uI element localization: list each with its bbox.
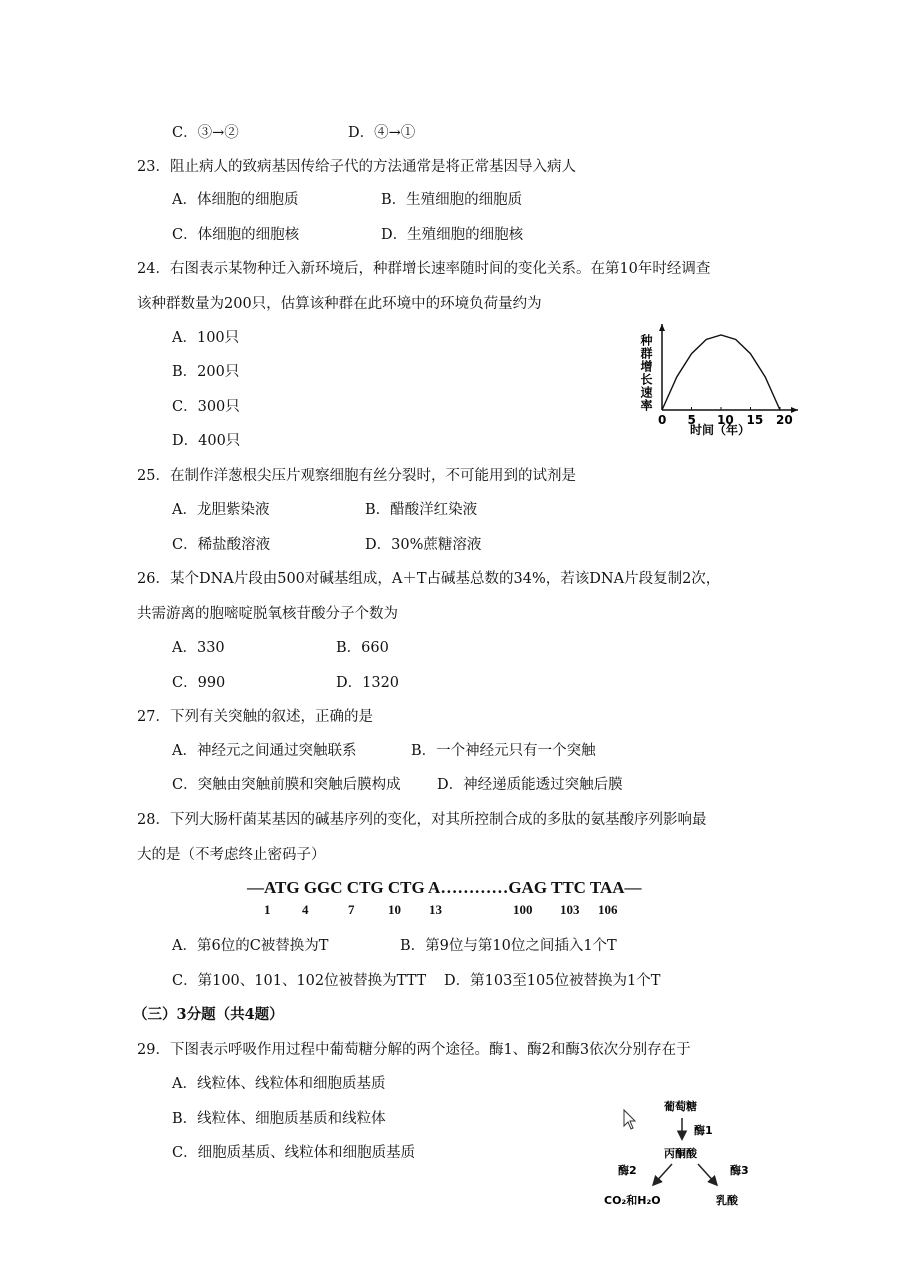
q26-stem-line2: 共需游离的胞嘧啶脱氧核苷酸分子个数为 [137, 606, 398, 622]
position-13: 13 [429, 902, 442, 917]
q29-option-a: A．线粒体、线粒体和细胞质基质 [172, 1076, 386, 1092]
q27-option-d: D．神经递质能透过突触后膜 [437, 777, 623, 793]
position-100: 100 [513, 902, 533, 917]
q27-option-c: C．突触由突触前膜和突触后膜构成 [172, 777, 401, 793]
position-106: 106 [598, 902, 618, 917]
q24-option-b: B．200只 [172, 364, 240, 380]
q25-option-b: B．醋酸洋红染液 [365, 502, 478, 518]
x-tick-label-20: 20 [776, 413, 793, 427]
q25-stem: 25．在制作洋葱根尖压片观察细胞有丝分裂时，不可能用到的试剂是 [137, 468, 576, 484]
growth-rate-curve [662, 335, 780, 410]
x-tick-label-5: 5 [687, 413, 696, 427]
q25-option-d: D．30%蔗糖溶液 [365, 537, 482, 553]
q29-option-c: C．细胞质基质、线粒体和细胞质基质 [172, 1145, 416, 1161]
q24-option-d: D．400只 [172, 433, 241, 449]
q23-option-a: A．体细胞的细胞质 [172, 192, 299, 208]
q29-option-b: B．线粒体、细胞质基质和线粒体 [172, 1111, 386, 1127]
co2-h2o-label: CO₂和H₂O [604, 1194, 661, 1207]
section-heading: （三）3分题（共4题） [133, 1006, 284, 1023]
q23-stem: 23．阻止病人的致病基因传给子代的方法通常是将正常基因导入病人 [137, 159, 576, 175]
growth-rate-chart [632, 318, 804, 440]
q22-option-c: C．③→② [172, 125, 239, 141]
lactic-acid-label: 乳酸 [716, 1194, 738, 1207]
dna-sequence: —ATG GGC CTG CTG A…………GAG TTC TAA— [247, 878, 642, 897]
q27-option-a: A．神经元之间通过突触联系 [172, 743, 357, 759]
position-10: 10 [388, 902, 401, 917]
x-tick-label-10: 10 [717, 413, 734, 427]
q25-option-a: A．龙胆紫染液 [172, 502, 270, 518]
position-1: 1 [264, 902, 271, 917]
q28-option-b: B．第9位与第10位之间插入1个T [400, 938, 617, 954]
chart-xlabel: 时间（年） [690, 423, 751, 437]
q23-option-b: B．生殖细胞的细胞质 [381, 192, 523, 208]
q27-stem: 27．下列有关突触的叙述，正确的是 [137, 709, 373, 725]
q24-stem-line2: 该种群数量为200只，估算该种群在此环境中的环境负荷量约为 [137, 296, 542, 312]
q23-option-d: D．生殖细胞的细胞核 [381, 227, 524, 243]
q28-option-a: A．第6位的C被替换为T [172, 938, 329, 954]
position-103: 103 [560, 902, 580, 917]
chart-ylabel: 种群增长速率 [639, 334, 653, 412]
enzyme1-label: 酶1 [694, 1124, 713, 1137]
q23-option-c: C．体细胞的细胞核 [172, 227, 300, 243]
q24-option-a: A．100只 [172, 330, 240, 346]
q28-stem-line2: 大的是（不考虑终止密码子） [137, 847, 326, 863]
arrow-enzyme3 [698, 1164, 716, 1184]
arrow-enzyme2 [654, 1164, 672, 1184]
q26-option-b: B．660 [336, 640, 389, 656]
q22-option-d: D．④→① [348, 125, 416, 141]
q28-option-d: D．第103至105位被替换为1个T [444, 973, 661, 989]
q26-option-c: C．990 [172, 675, 226, 691]
position-4: 4 [302, 902, 309, 917]
y-axis-arrow [659, 324, 665, 331]
glucose-label: 葡萄糖 [664, 1100, 697, 1113]
enzyme3-label: 酶3 [730, 1164, 749, 1177]
q28-option-c: C．第100、101、102位被替换为TTT [172, 973, 427, 989]
mouse-cursor-icon [624, 1110, 635, 1129]
q28-stem-line1: 28．下列大肠杆菌某基因的碱基序列的变化，对其所控制合成的多肽的氨基酸序列影响最 [137, 812, 707, 828]
respiration-pathway-diagram [598, 1092, 778, 1216]
q24-option-c: C．300只 [172, 399, 240, 415]
x-tick-label-15: 15 [746, 413, 764, 427]
q27-option-b: B．一个神经元只有一个突触 [411, 743, 596, 759]
enzyme2-label: 酶2 [618, 1164, 637, 1177]
q29-stem: 29．下图表示呼吸作用过程中葡萄糖分解的两个途径。酶1、酶2和酶3依次分别存在于 [137, 1042, 691, 1058]
x-tick-label-0: 0 [658, 413, 667, 427]
q25-option-c: C．稀盐酸溶液 [172, 537, 271, 553]
position-7: 7 [348, 902, 355, 917]
q26-stem-line1: 26．某个DNA片段由500对碱基组成，A＋T占碱基总数的34%，若该DNA片段复制2次， [137, 571, 721, 587]
q24-stem-line1: 24．右图表示某物种迁入新环境后，种群增长速率随时间的变化关系。在第10年时经调查 [137, 261, 711, 277]
q26-option-d: D．1320 [336, 675, 400, 691]
q26-option-a: A．330 [172, 640, 225, 656]
pyruvate-label: 丙酮酸 [664, 1147, 697, 1160]
